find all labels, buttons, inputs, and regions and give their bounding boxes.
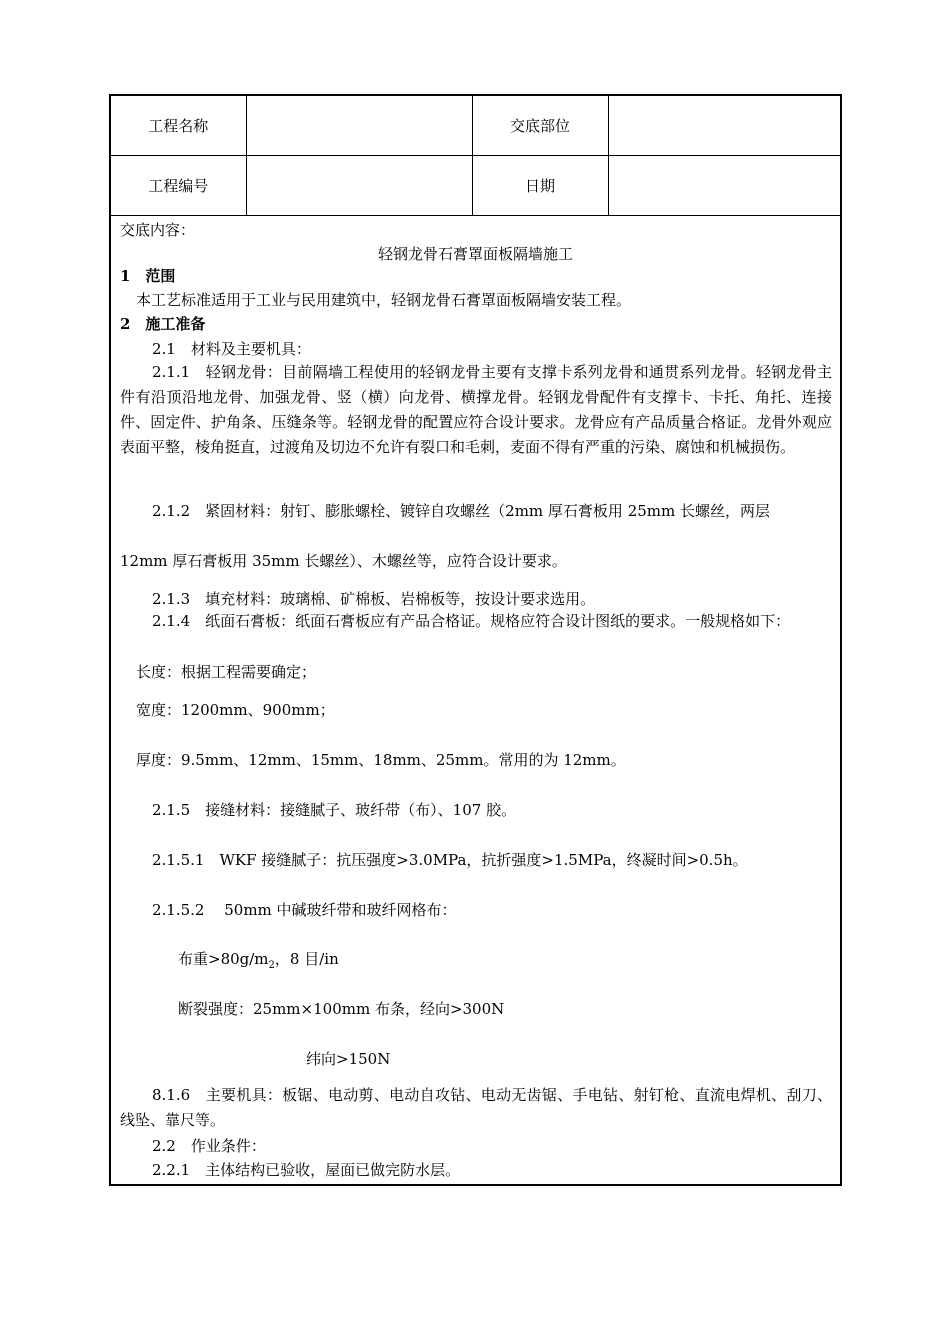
- section-2-1-5-2: 2.1.5.2 50mm 中碱玻纤带和玻纤网格布：: [152, 901, 457, 919]
- location-value[interactable]: [608, 96, 840, 156]
- section-1-heading: 1 范围: [120, 267, 176, 285]
- project-name-label: 工程名称: [111, 96, 246, 156]
- project-name-value[interactable]: [246, 96, 472, 156]
- date-value[interactable]: [608, 156, 840, 216]
- section-8-1-6: 8.1.6 主要机具：板锯、电动剪、电动自攻钻、电动无齿锯、手电钻、射钉枪、直流电焊机、刮刀、线坠、靠尺等。: [120, 1086, 832, 1129]
- breaking-strength: 断裂强度：25mm×100mm 布条，经向>300N: [178, 1000, 505, 1018]
- width-spec: 宽度：1200mm、900mm；: [136, 701, 335, 719]
- section-2-1-5-1: 2.1.5.1 WKF 接缝腻子：抗压强度>3.0MPa，抗折强度>1.5MPa，终凝时间>0.5h。: [152, 851, 748, 869]
- header-table: [111, 96, 840, 216]
- section-1-text: 本工艺标准适用于工业与民用建筑中，轻钢龙骨石膏罩面板隔墙安装工程。: [136, 291, 632, 309]
- section-2-heading: 2 施工准备: [120, 315, 206, 333]
- thickness-spec: 厚度：9.5mm、12mm、15mm、18mm、25mm。常用的为 12mm。: [136, 751, 626, 769]
- project-no-value[interactable]: [246, 156, 472, 216]
- section-2-1-2-line2: 12mm 厚石膏板用 35mm 长螺丝）、木螺丝等，应符合设计要求。: [120, 552, 567, 570]
- fabric-weight: [178, 949, 339, 976]
- section-2-2: 2.2 作业条件：: [152, 1137, 266, 1155]
- project-no-label: 工程编号: [111, 156, 246, 216]
- section-2-1-5: 2.1.5 接缝材料：接缝腻子、玻纤带（布）、107 胶。: [152, 801, 517, 819]
- location-label: 交底部位: [472, 96, 608, 156]
- length-spec: 长度：根据工程需要确定；: [136, 663, 317, 681]
- document-title: 轻钢龙骨石膏罩面板隔墙施工: [377, 245, 573, 263]
- disclosure-form: [109, 94, 842, 1186]
- section-2-1-1: 2.1.1 轻钢龙骨：目前隔墙工程使用的轻钢龙骨主要有支撑卡系列龙骨和通贯系列龙骨。轻钢龙骨主件有沿顶沿地龙骨、加强龙骨、竖（横）向龙骨、横撑龙骨。轻钢龙骨配件有支撑卡、卡托、角托、连接件、固定件、护角条、压缝条等。轻钢龙骨的配置应符合设计要求。龙骨应有产品质量合格证。龙骨外观应表面平整，棱角挺直，过渡角及切边不允许有裂口和毛刺，麦面不得有严重的污染、腐蚀和机械损伤。: [120, 363, 832, 456]
- section-2-2-1: 2.2.1 主体结构已验收，屋面已做完防水层。: [152, 1161, 461, 1179]
- fabric-weight-text: 布重>80g/m: [178, 950, 269, 968]
- section-2-1-4: 2.1.4 纸面石膏板：纸面石膏板应有产品合格证。规格应符合设计图纸的要求。一般规格如下：: [152, 612, 791, 630]
- date-label: 日期: [472, 156, 608, 216]
- weft-strength: 纬向>150N: [306, 1050, 391, 1068]
- section-2-1-3: 2.1.3 填充材料：玻璃棉、矿棉板、岩棉板等，按设计要求选用。: [152, 590, 596, 608]
- fabric-weight-mesh: ，8 目/in: [274, 950, 339, 968]
- section-2-1-2-line1: 2.1.2 紧固材料：射钉、膨胀螺栓、镀锌自攻螺丝（2mm 厚石膏板用 25mm 长螺丝，两层: [152, 502, 770, 520]
- section-2-1: 2.1 材料及主要机具：: [152, 340, 311, 358]
- content-intro: 交底内容：: [120, 221, 196, 239]
- fabric-weight-unit-sub: 2: [268, 960, 275, 971]
